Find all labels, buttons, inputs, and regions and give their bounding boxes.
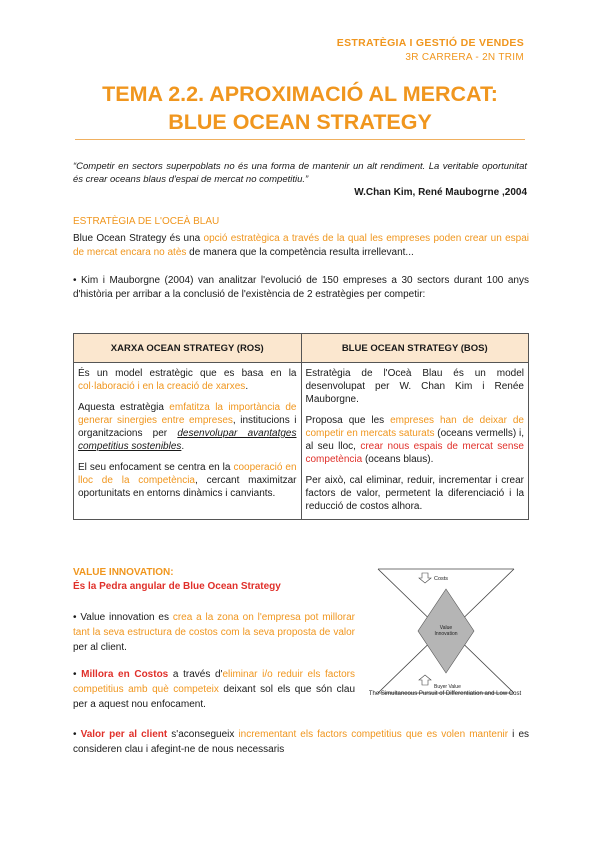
b1-highlight: crea a la zona on l'empresa pot millorar tant la seva estructura de costos com la seva proposta de valor — [73, 612, 355, 638]
value-innovation-diagram — [366, 567, 526, 697]
table-header-ros: XARXA OCEAN STRATEGY (ROS) — [74, 334, 302, 363]
quote-text: “Competir en sectors superpoblats no és una forma de mantenir un alt rendiment. La veritable oportunitat és crear oceans blaus d'espai de mercat no competitiu.” — [73, 161, 527, 185]
ros1-highlight: col·laboració i en la creació de xarxes — [78, 381, 246, 392]
b2-bullet: • — [73, 669, 82, 680]
course-title: ESTRATÈGIA I GESTIÓ DE VENDES — [336, 37, 524, 49]
b3-end: i es consideren clau i afegint-ne de nous necessaris — [73, 729, 530, 755]
ros3-text: El seu enfocament se centra en la — [78, 462, 234, 473]
ros2-end: . — [181, 441, 185, 452]
value-innovation-title: VALUE INNOVATION: — [73, 567, 174, 578]
diagram-center-line-2: Innovation — [434, 631, 458, 637]
b3-bullet: • — [73, 729, 81, 740]
bos2-red-highlight: crear nous espais de mercat sense competència — [305, 441, 524, 465]
b2-end: deixant sol els que són clau per a aquest nou enfocament. — [73, 684, 355, 710]
bos2-highlight: empreses han de deixar de competir en mercats saturats — [305, 415, 524, 439]
intro-text-c: de manera que la competència resulta irrellevant... — [186, 247, 414, 258]
b2-highlight: eliminar i/o reduir els factors competitius amb què competeix — [73, 669, 355, 695]
ros-paragraph-2 — [78, 401, 297, 453]
ros2-text: Aquesta estratègia — [78, 402, 170, 413]
ros-paragraph-3 — [78, 461, 297, 500]
down-arrow-icon — [419, 573, 431, 583]
bos-cell — [301, 363, 529, 520]
strategy-comparison-table — [73, 333, 529, 520]
title-line-1: TEMA 2.2. APROXIMACIÓ AL MERCAT: — [102, 82, 498, 106]
ros2-underlined: desenvolupar avantatges competitius sostenibles — [78, 428, 297, 452]
intro-text-a: Blue Ocean Strategy és una — [73, 233, 204, 244]
title-line-2: BLUE OCEAN STRATEGY — [168, 110, 432, 134]
b2-red-label: Millora en Costos — [81, 669, 169, 680]
bullet-value-innovation — [73, 610, 355, 655]
page-title — [60, 80, 540, 136]
title-divider — [75, 139, 525, 140]
ros2-text-c: , institucions i organitzacions per — [78, 415, 297, 439]
buyer-value-label: Buyer Value — [434, 684, 461, 690]
ros3-highlight: cooperació en lloc de la competència — [78, 462, 297, 486]
bos-paragraph-3: Per això, cal eliminar, reduir, incrementar i crear factors de valor, permetent la diferenciació i la reducció de costos alhora. — [305, 475, 524, 512]
section-title-blue-ocean: ESTRATÈGIA DE L'OCEÀ BLAU — [73, 216, 220, 227]
course-year: 3R CARRERA - 2N TRIM — [405, 52, 524, 63]
b3-red-label: Valor per al client — [80, 729, 168, 740]
b1-end: per al client. — [73, 642, 127, 653]
b2-text: a través d' — [168, 669, 223, 680]
b3-highlight: incrementant els factors competitius que es volen mantenir — [238, 729, 509, 740]
bullet-cost-improvement — [73, 667, 355, 712]
b1-text: • Value innovation es — [73, 612, 173, 623]
table-header-bos: BLUE OCEAN STRATEGY (BOS) — [301, 334, 529, 363]
ros1-end: . — [245, 381, 249, 392]
bos-paragraph-2 — [306, 414, 525, 466]
study-paragraph: • Kim i Mauborgne (2004) van analitzar l'evolució de 150 empreses a 30 sectors durant 100 anys d'història per arribar a la conclusió de l'existència de 2 estratègies per competir: — [73, 275, 529, 300]
diagram-caption: The Simultaneous Pursuit of Differentiation and Low Cost — [368, 691, 522, 697]
value-innovation-subtitle: És la Pedra angular de Blue Ocean Strategy — [73, 581, 281, 592]
bullet-customer-value — [73, 727, 529, 757]
bos-paragraph-1: Estratègia de l'Oceà Blau és un model desenvolupat per W. Chan Kim i Renée Mauborgne. — [305, 368, 524, 405]
intro-highlight: opció estratègica a través de la qual les empreses poden crear un espai de mercat encara no atès — [73, 233, 530, 258]
b3-text: s'aconsegueix — [167, 729, 239, 740]
bos2-end: (oceans blaus). — [362, 454, 434, 465]
ros2-highlight: emfatitza la importància de generar sinergies entre empreses — [78, 402, 297, 426]
costs-label: Costs — [434, 576, 449, 582]
ros1-text: És un model estratègic que es basa en la — [78, 368, 297, 379]
quote-source: W.Chan Kim, René Maubogrne ,2004 — [354, 187, 527, 198]
bos2-text-c: (oceans vermells) i, al seu lloc, — [305, 428, 524, 452]
ros-cell — [74, 363, 302, 520]
up-arrow-icon — [419, 675, 431, 685]
bos2-text: Proposa que les — [305, 415, 391, 426]
diagram-center-line-1: Value — [439, 625, 453, 631]
ros-paragraph-1 — [78, 367, 297, 393]
intro-paragraph — [73, 232, 529, 260]
ros3-text-c: , cercant maximitzar oportunitats en entorns dinàmics i canviants. — [78, 475, 297, 499]
